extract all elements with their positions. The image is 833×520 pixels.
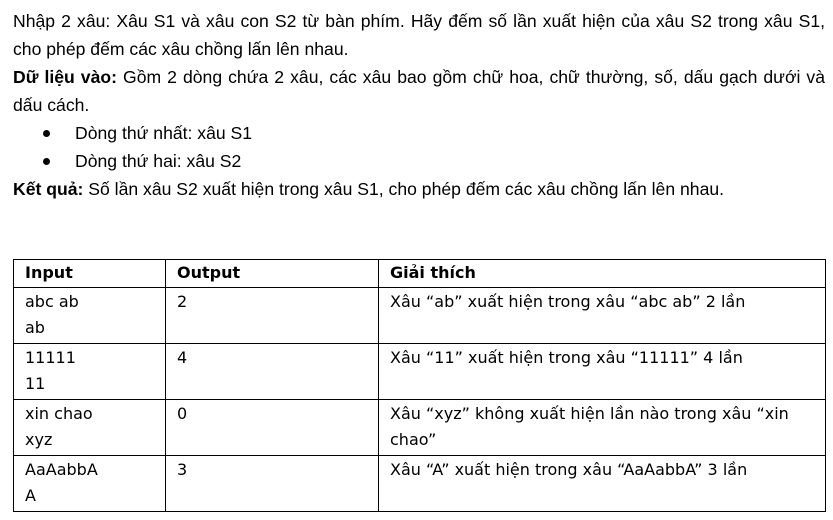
input-s2: ab [25, 318, 45, 337]
output-cell: 4 [166, 344, 379, 400]
problem-intro: Nhập 2 xâu: Xâu S1 và xâu con S2 từ bàn phím. Hãy đếm số lần xuất hiện của xâu S2 trong xâu S1, cho phép đếm các xâu chồng lấn lên nhau. [13, 11, 825, 59]
output-text: Số lần xâu S2 xuất hiện trong xâu S1, cho phép đếm các xâu chồng lấn lên nhau. [83, 179, 725, 199]
input-s2: xyz [25, 430, 53, 449]
header-input: Input [14, 260, 166, 288]
output-cell: 3 [166, 456, 379, 512]
input-cell [14, 400, 166, 456]
input-lines-list [13, 119, 825, 175]
input-s1: xin chao [25, 404, 93, 423]
bullet-icon [43, 130, 50, 137]
output-heading: Kết quả: [13, 179, 84, 199]
header-output: Output [166, 260, 379, 288]
table-row [14, 400, 826, 456]
output-cell: 0 [166, 400, 379, 456]
input-cell [14, 344, 166, 400]
explanation-cell: Xâu “xyz” không xuất hiện lần nào trong xâu “xin chao” [379, 400, 826, 456]
list-item [13, 119, 825, 147]
input-cell [14, 456, 166, 512]
input-s1: AaAabbA [25, 460, 98, 479]
input-description [13, 63, 825, 119]
bullet-icon [43, 158, 50, 165]
input-line-1: Dòng thứ nhất: xâu S1 [75, 123, 253, 143]
input-s2: A [25, 486, 36, 505]
explanation-cell: Xâu “ab” xuất hiện trong xâu “abc ab” 2 lần [379, 288, 826, 344]
output-cell: 2 [166, 288, 379, 344]
input-s1: abc ab [25, 292, 79, 311]
table-row [14, 456, 826, 512]
problem-statement [13, 7, 825, 203]
header-explanation: Giải thích [379, 260, 826, 288]
explanation-cell: Xâu “11” xuất hiện trong xâu “11111” 4 lần [379, 344, 826, 400]
output-description [13, 175, 825, 203]
table-header-row [14, 260, 826, 288]
examples-table [13, 259, 826, 512]
input-s2: 11 [25, 374, 46, 393]
table-row [14, 288, 826, 344]
input-heading: Dữ liệu vào: [13, 67, 117, 87]
input-s1: 11111 [25, 348, 76, 367]
input-line-2: Dòng thứ hai: xâu S2 [75, 151, 242, 171]
explanation-cell: Xâu “A” xuất hiện trong xâu “AaAabbA” 3 lần [379, 456, 826, 512]
input-text: Gồm 2 dòng chứa 2 xâu, các xâu bao gồm chữ hoa, chữ thường, số, dấu gạch dưới và dấu cách. [13, 67, 825, 115]
list-item [13, 147, 825, 175]
table-row [14, 344, 826, 400]
input-cell [14, 288, 166, 344]
